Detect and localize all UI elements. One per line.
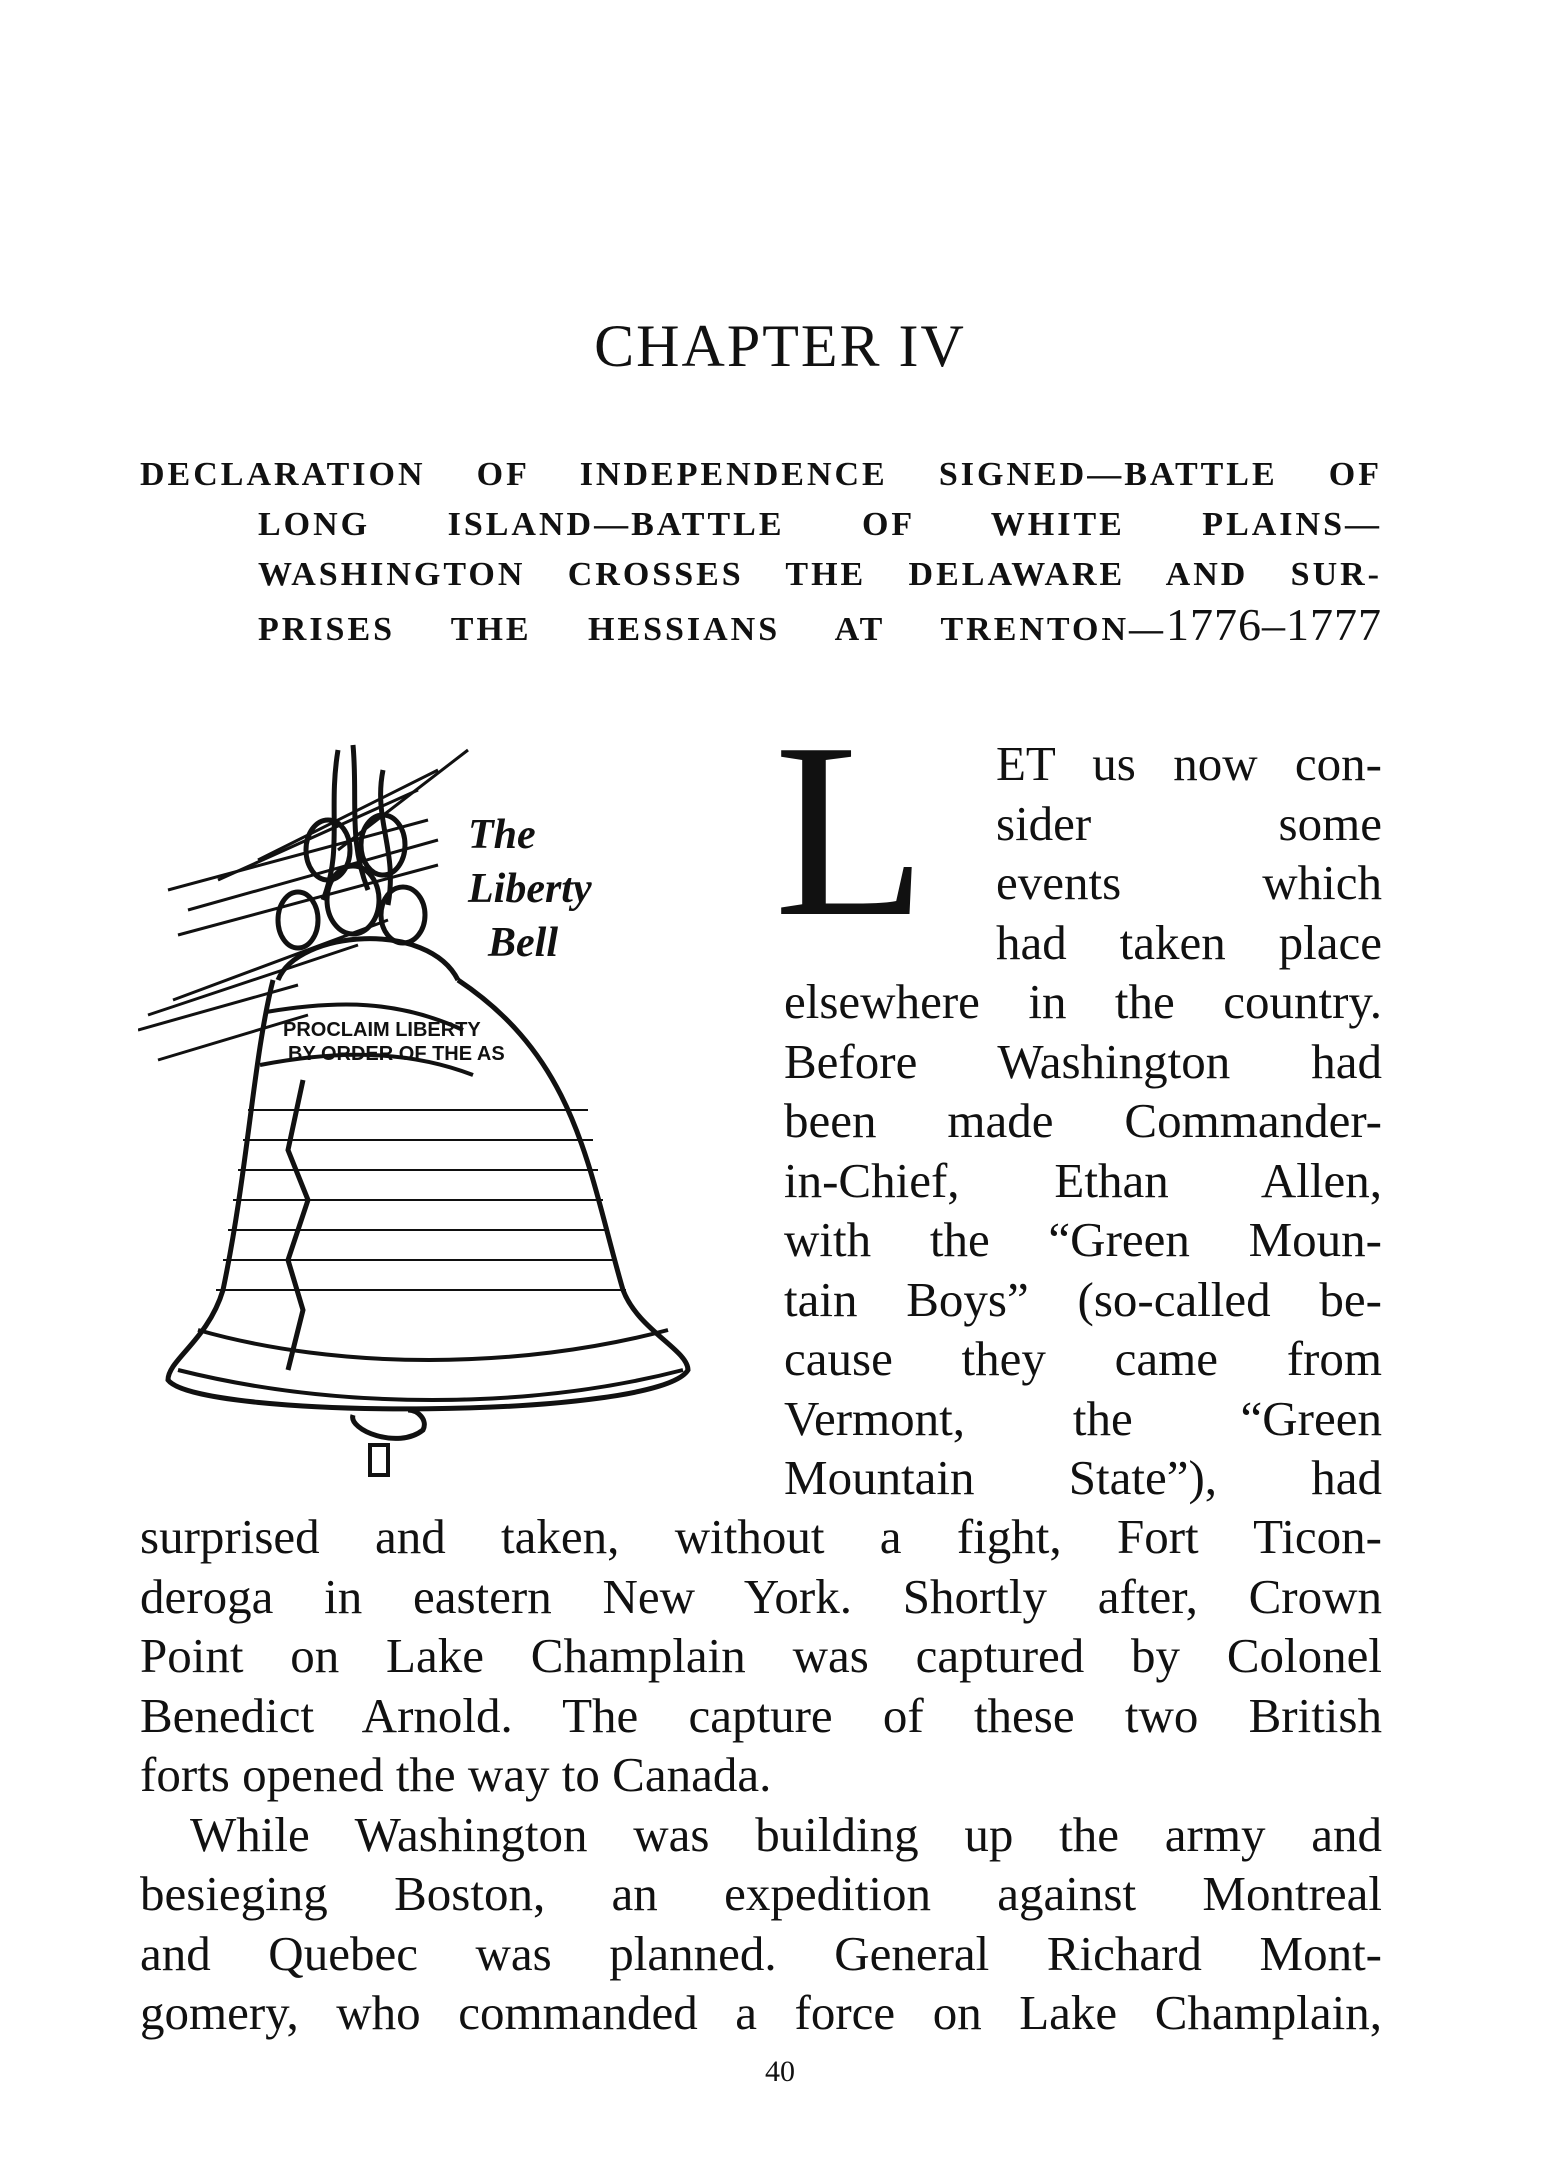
text-line: surprised and taken, without a fight, Fort Ticon-: [140, 1509, 1382, 1564]
text-line: cause they came from: [784, 1331, 1382, 1386]
summary-line-text: PRISES THE HESSIANS AT TRENTON—: [258, 611, 1166, 648]
text-line: Before Washington had: [784, 1033, 1382, 1089]
bell-inscription-line: PROCLAIM LIBERTY: [283, 1019, 481, 1041]
text-line: Vermont, the “Green: [784, 1390, 1382, 1446]
text-line: Mountain State”), had: [784, 1450, 1382, 1505]
text-line: Benedict Arnold. The capture of these two British: [140, 1687, 1382, 1743]
text-line: Point on Lake Champlain was captured by Colonel: [140, 1628, 1382, 1683]
bell-inscription-line: BY ORDER OF THE AS: [288, 1043, 505, 1065]
text-line: with the “Green Moun-: [784, 1212, 1382, 1267]
bell-caption-line: Liberty: [468, 866, 592, 912]
liberty-bell-illustration: [138, 730, 778, 1520]
text-line: tain Boys” (so-called be-: [784, 1271, 1382, 1327]
drop-cap: L: [774, 692, 927, 969]
chapter-title: CHAPTER IV: [594, 313, 966, 379]
bell-caption-line: The: [468, 812, 536, 858]
text-line: ET us now con-: [996, 736, 1382, 791]
intro-paragraph: [784, 734, 1382, 1508]
summary-line: [140, 600, 1382, 655]
summary-line: LONG ISLAND—BATTLE OF WHITE PLAINS—: [258, 506, 1382, 543]
body-text: [140, 1507, 1382, 2043]
text-line: besieging Boston, an expedition against Montreal: [140, 1866, 1382, 1921]
summary-years: 1776–1777: [1166, 599, 1382, 650]
text-line: sider some: [996, 795, 1382, 851]
text-line: been made Commander-: [784, 1093, 1382, 1148]
text-line: and Quebec was planned. General Richard Mont-: [140, 1925, 1382, 1981]
summary-line: WASHINGTON CROSSES THE DELAWARE AND SUR-: [258, 556, 1382, 593]
text-line: While Washington was building up the army and: [190, 1806, 1382, 1862]
summary-line: DECLARATION OF INDEPENDENCE SIGNED—BATTLE OF: [140, 456, 1382, 493]
text-line: in-Chief, Ethan Allen,: [784, 1152, 1382, 1208]
text-line: elsewhere in the country.: [784, 974, 1382, 1029]
text-line: forts opened the way to Canada.: [140, 1747, 772, 1802]
text-line: had taken place: [996, 914, 1382, 970]
chapter-summary: [140, 450, 1382, 655]
bell-caption-line: Bell: [488, 920, 558, 966]
text-line: events which: [996, 855, 1382, 910]
page-number: 40: [765, 2055, 795, 2088]
text-line: gomery, who commanded a force on Lake Champlain,: [140, 1985, 1382, 2040]
text-line: deroga in eastern New York. Shortly after, Crown: [140, 1568, 1382, 1624]
